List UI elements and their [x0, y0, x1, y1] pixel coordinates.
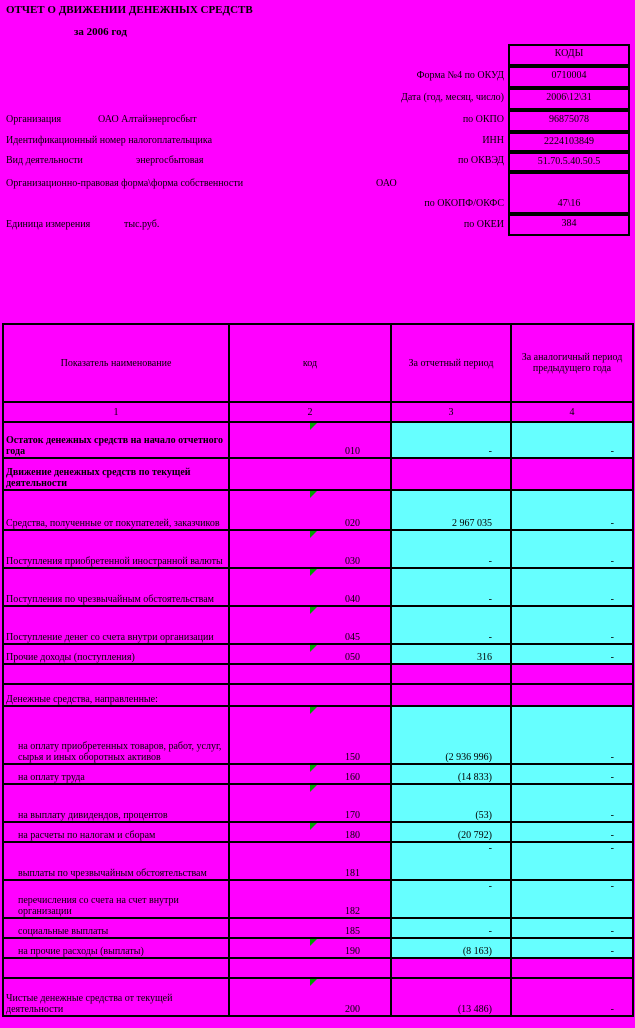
cell-code: 170 — [345, 810, 360, 821]
cell-code: 010 — [345, 446, 360, 457]
table-cell-code — [229, 822, 391, 842]
table-cell-name — [3, 706, 229, 764]
cell-previous: - — [610, 1004, 614, 1015]
cell-current: - — [488, 632, 492, 643]
cell-current: - — [488, 446, 492, 457]
comment-marker-icon — [310, 569, 317, 576]
cell-name: Остаток денежных средств на начало отчетного года — [6, 435, 223, 457]
table-cell-name — [3, 684, 229, 706]
table-cell-previous — [511, 644, 633, 664]
cell-previous: - — [610, 946, 614, 957]
col-number-4: 4 — [511, 402, 633, 422]
comment-marker-icon — [310, 823, 317, 830]
table-cell-code — [229, 684, 391, 706]
header-previous: За аналогичный период предыдущего года — [511, 324, 633, 402]
organization-value: ОАО Алтайэнергосбыт — [98, 114, 197, 125]
table-cell-current — [391, 784, 511, 822]
cell-previous: - — [610, 556, 614, 567]
unit-value: тыс.руб. — [124, 219, 160, 230]
table-cell-code — [229, 784, 391, 822]
table-cell-name — [3, 458, 229, 490]
comment-marker-icon — [310, 531, 317, 538]
comment-marker-icon — [310, 607, 317, 614]
table-row — [3, 822, 633, 842]
table-cell-name — [3, 568, 229, 606]
table-row — [3, 664, 633, 684]
cell-previous: - — [610, 632, 614, 643]
cell-code: 190 — [345, 946, 360, 957]
table-cell-current — [391, 490, 511, 530]
cell-code: 150 — [345, 752, 360, 763]
table-cell-previous — [511, 422, 633, 458]
table-cell-code — [229, 978, 391, 1016]
cell-name: Поступления приобретенной иностранной валюты — [6, 556, 223, 567]
report-period: за 2006 год — [74, 26, 127, 38]
table-cell-name — [3, 842, 229, 880]
table-cell-current — [391, 938, 511, 958]
table-cell-name — [3, 822, 229, 842]
cell-current: (14 833) — [457, 772, 492, 783]
table-cell-previous — [511, 842, 633, 880]
cell-current: - — [488, 594, 492, 605]
table-cell-previous — [511, 458, 633, 490]
cell-code: 180 — [345, 830, 360, 841]
cell-current: (13 486) — [457, 1004, 492, 1015]
table-cell-current — [391, 764, 511, 784]
cell-code: 030 — [345, 556, 360, 567]
cell-name: Денежные средства, направленные: — [6, 694, 158, 705]
okopf-label: по ОКОПФ/ОКФС — [424, 198, 504, 209]
table-cell-code — [229, 490, 391, 530]
code-inn: 2224103849 — [508, 132, 630, 152]
table-cell-name — [3, 880, 229, 918]
table-cell-current — [391, 706, 511, 764]
table-cell-previous — [511, 530, 633, 568]
table-cell-code — [229, 644, 391, 664]
header-name: Показатель наименование — [3, 324, 229, 402]
table-cell-current — [391, 606, 511, 644]
cell-name: Прочие доходы (поступления) — [6, 652, 135, 663]
cell-current: - — [488, 881, 492, 892]
cell-code: 181 — [345, 868, 360, 879]
code-okved: 51.70.5.40.50.5 — [508, 152, 630, 172]
table-cell-name — [3, 490, 229, 530]
table-cell-current — [391, 842, 511, 880]
cell-current: 2 967 035 — [452, 518, 492, 529]
cell-name: Поступления по чрезвычайным обстоятельствам — [6, 594, 214, 605]
table-cell-previous — [511, 568, 633, 606]
cell-current: - — [488, 926, 492, 937]
table-row — [3, 880, 633, 918]
cell-code: 200 — [345, 1004, 360, 1015]
header-current: За отчетный период — [391, 324, 511, 402]
table-cell-code — [229, 606, 391, 644]
cell-previous: - — [610, 652, 614, 663]
col-number-3: 3 — [391, 402, 511, 422]
cell-name: социальные выплаты — [18, 926, 109, 937]
activity-label: Вид деятельности — [6, 155, 83, 166]
cell-name: Поступление денег со счета внутри организации — [6, 632, 214, 643]
col-number-1: 1 — [3, 402, 229, 422]
table-cell-current — [391, 458, 511, 490]
cell-name: Движение денежных средств по текущей деятельности — [6, 467, 191, 489]
table-row — [3, 644, 633, 664]
table-cell-current — [391, 684, 511, 706]
cell-name: перечисления со счета на счет внутри организации — [18, 895, 179, 917]
table-cell-previous — [511, 918, 633, 938]
cell-code: 050 — [345, 652, 360, 663]
table-row — [3, 490, 633, 530]
code-date: 2006\12\31 — [508, 88, 630, 110]
code-okopf: 47\16 — [508, 172, 630, 214]
table-cell-previous — [511, 706, 633, 764]
cell-previous: - — [610, 446, 614, 457]
table-cell-code — [229, 568, 391, 606]
cell-name: на оплату приобретенных товаров, работ, услуг, сырья и иных оборотных активов — [18, 741, 222, 763]
table-cell-code — [229, 706, 391, 764]
col-number-2: 2 — [229, 402, 391, 422]
okved-label: по ОКВЭД — [458, 155, 504, 166]
code-okud: 0710004 — [508, 66, 630, 88]
cell-previous: - — [610, 843, 614, 854]
table-cell-previous — [511, 958, 633, 978]
table-cell-previous — [511, 764, 633, 784]
table-cell-name — [3, 664, 229, 684]
table-cell-name — [3, 764, 229, 784]
table-row — [3, 606, 633, 644]
cell-previous: - — [610, 881, 614, 892]
table-cell-code — [229, 918, 391, 938]
table-row — [3, 978, 633, 1016]
table-cell-name — [3, 938, 229, 958]
table-cell-previous — [511, 822, 633, 842]
table-row — [3, 918, 633, 938]
okpo-label: по ОКПО — [462, 114, 504, 125]
organization-label: Организация — [6, 114, 62, 125]
cell-previous: - — [610, 772, 614, 783]
date-label: Дата (год, месяц, число) — [401, 92, 504, 103]
cell-code: 182 — [345, 906, 360, 917]
cell-code: 020 — [345, 518, 360, 529]
table-row — [3, 842, 633, 880]
cell-name: Чистые денежные средства от текущей деятельности — [6, 993, 173, 1015]
legal-form-value: ОАО — [376, 178, 397, 189]
cell-code: 045 — [345, 632, 360, 643]
cell-name: на выплату дивидендов, процентов — [18, 810, 168, 821]
table-cell-previous — [511, 938, 633, 958]
table-cell-code — [229, 422, 391, 458]
table-cell-name — [3, 784, 229, 822]
code-okpo: 96875078 — [508, 110, 630, 132]
comment-marker-icon — [310, 765, 317, 772]
table-cell-name — [3, 978, 229, 1016]
table-cell-code — [229, 458, 391, 490]
table-row — [3, 764, 633, 784]
table-cell-name — [3, 644, 229, 664]
table-cell-previous — [511, 684, 633, 706]
table-row — [3, 530, 633, 568]
table-cell-current — [391, 568, 511, 606]
table-cell-code — [229, 764, 391, 784]
table-cell-previous — [511, 664, 633, 684]
code-okei: 384 — [508, 214, 630, 236]
header-code: код — [229, 324, 391, 402]
table-row — [3, 938, 633, 958]
table-row — [3, 422, 633, 458]
cell-code: 160 — [345, 772, 360, 783]
table-cell-previous — [511, 606, 633, 644]
legal-form-label: Организационно-правовая форма\форма собственности — [6, 178, 244, 189]
table-cell-current — [391, 978, 511, 1016]
cell-name: выплаты по чрезвычайным обстоятельствам — [18, 868, 207, 879]
cell-previous: - — [610, 518, 614, 529]
cell-previous: - — [610, 594, 614, 605]
cell-previous: - — [610, 926, 614, 937]
cell-current: - — [488, 556, 492, 567]
inn-long-label: Идентификационный номер налогоплательщика — [6, 135, 213, 146]
table-cell-current — [391, 958, 511, 978]
cell-current: - — [488, 843, 492, 854]
table-cell-current — [391, 644, 511, 664]
table-cell-code — [229, 938, 391, 958]
okei-label: по ОКЕИ — [463, 219, 504, 230]
table-row — [3, 784, 633, 822]
table-cell-name — [3, 422, 229, 458]
table-cell-code — [229, 880, 391, 918]
cell-name: Средства, полученные от покупателей, заказчиков — [6, 518, 220, 529]
table-cell-current — [391, 918, 511, 938]
table-cell-current — [391, 822, 511, 842]
okud-label: Форма №4 по ОКУД — [416, 70, 504, 81]
table-cell-code — [229, 958, 391, 978]
table-cell-name — [3, 958, 229, 978]
cell-current: 316 — [477, 652, 492, 663]
cell-name: на оплату труда — [18, 772, 85, 783]
cell-previous: - — [610, 810, 614, 821]
comment-marker-icon — [310, 939, 317, 946]
cell-current: (2 936 996) — [445, 752, 492, 763]
cell-name: на прочие расходы (выплаты) — [18, 946, 144, 957]
cell-name: на расчеты по налогам и сборам — [18, 830, 156, 841]
cell-current: (53) — [475, 810, 492, 821]
table-row — [3, 684, 633, 706]
table-cell-current — [391, 530, 511, 568]
comment-marker-icon — [310, 645, 317, 652]
table-cell-code — [229, 842, 391, 880]
activity-value: энергосбытовая — [136, 155, 204, 166]
cell-current: (8 163) — [462, 946, 492, 957]
table-cell-name — [3, 530, 229, 568]
report-title: ОТЧЕТ О ДВИЖЕНИИ ДЕНЕЖНЫХ СРЕДСТВ — [6, 4, 253, 16]
comment-marker-icon — [310, 979, 317, 986]
cell-code: 040 — [345, 594, 360, 605]
table-cell-previous — [511, 978, 633, 1016]
table-cell-name — [3, 606, 229, 644]
table-row — [3, 458, 633, 490]
table-row — [3, 568, 633, 606]
cell-previous: - — [610, 830, 614, 841]
table-cell-name — [3, 918, 229, 938]
table-row — [3, 958, 633, 978]
comment-marker-icon — [310, 423, 317, 430]
cell-previous: - — [610, 752, 614, 763]
table-row — [3, 706, 633, 764]
unit-label: Единица измерения — [6, 219, 91, 230]
table-cell-previous — [511, 784, 633, 822]
table-cell-current — [391, 880, 511, 918]
table-cell-code — [229, 664, 391, 684]
comment-marker-icon — [310, 707, 317, 714]
cash-flow-table — [2, 323, 634, 1017]
cell-current: (20 792) — [457, 830, 492, 841]
inn-label: ИНН — [482, 135, 504, 146]
comment-marker-icon — [310, 491, 317, 498]
table-cell-previous — [511, 880, 633, 918]
comment-marker-icon — [310, 785, 317, 792]
table-cell-previous — [511, 490, 633, 530]
table-cell-code — [229, 530, 391, 568]
table-cell-current — [391, 422, 511, 458]
codes-header: КОДЫ — [508, 44, 630, 66]
cell-code: 185 — [345, 926, 360, 937]
table-cell-current — [391, 664, 511, 684]
